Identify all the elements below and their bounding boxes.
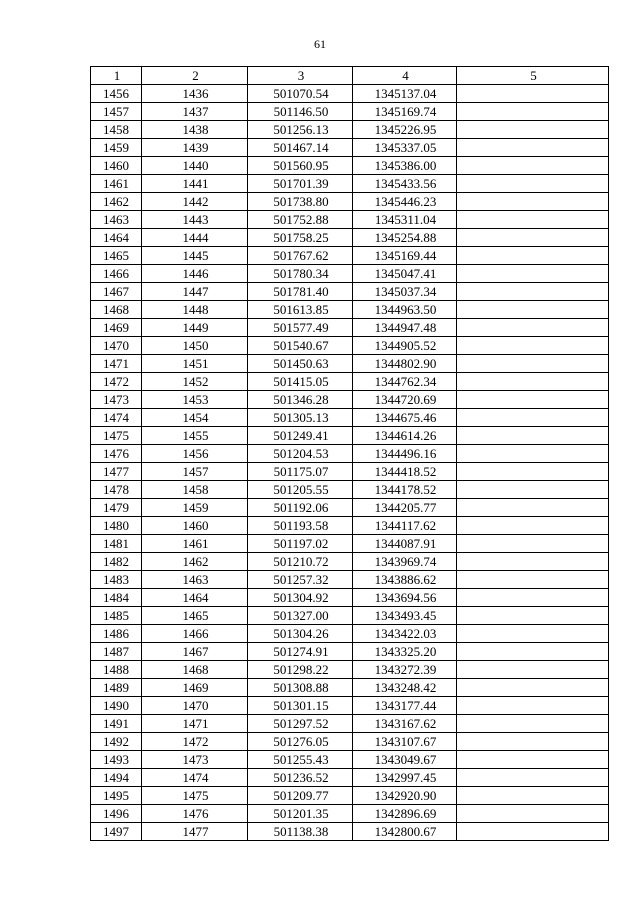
table-cell-col-4: 1343177.44: [353, 697, 457, 715]
table-row: [91, 445, 609, 463]
table-cell-col-1: 1462: [91, 193, 142, 211]
table-cell-col-2: 1476: [142, 805, 248, 823]
table-cell-col-4: 1343248.42: [353, 679, 457, 697]
table-cell-col-2: 1436: [142, 85, 248, 103]
table-cell-col-2: 1455: [142, 427, 248, 445]
table-row: [91, 643, 609, 661]
table-row: [91, 769, 609, 787]
table-cell-col-5: [457, 391, 609, 409]
table-cell-col-2: 1454: [142, 409, 248, 427]
table-cell-col-5: [457, 481, 609, 499]
table-cell-col-4: 1343325.20: [353, 643, 457, 661]
table-cell-col-5: [457, 211, 609, 229]
table-row: [91, 427, 609, 445]
table-cell-col-4: 1342800.67: [353, 823, 457, 841]
table-cell-col-2: 1467: [142, 643, 248, 661]
table-cell-col-3: 501305.13: [248, 409, 353, 427]
table-cell-col-1: 1493: [91, 751, 142, 769]
table-cell-col-4: 1344087.91: [353, 535, 457, 553]
table-row: [91, 697, 609, 715]
table-cell-col-5: [457, 373, 609, 391]
table-cell-col-1: 1495: [91, 787, 142, 805]
table-cell-col-4: 1345169.44: [353, 247, 457, 265]
table-row: [91, 211, 609, 229]
table-cell-col-3: 501415.05: [248, 373, 353, 391]
column-header-3: 3: [248, 67, 353, 85]
table-cell-col-5: [457, 229, 609, 247]
table-cell-col-2: 1456: [142, 445, 248, 463]
table-row: [91, 733, 609, 751]
table-cell-col-2: 1451: [142, 355, 248, 373]
table-cell-col-3: 501256.13: [248, 121, 353, 139]
table-cell-col-1: 1482: [91, 553, 142, 571]
table-cell-col-3: 501577.49: [248, 319, 353, 337]
table-cell-col-4: 1344614.26: [353, 427, 457, 445]
table-cell-col-4: 1344178.52: [353, 481, 457, 499]
table-cell-col-3: 501209.77: [248, 787, 353, 805]
table-cell-col-5: [457, 589, 609, 607]
table-row: [91, 517, 609, 535]
table-cell-col-5: [457, 697, 609, 715]
table-cell-col-3: 501327.00: [248, 607, 353, 625]
table-cell-col-4: 1344496.16: [353, 445, 457, 463]
table-cell-col-4: 1344905.52: [353, 337, 457, 355]
table-cell-col-4: 1344947.48: [353, 319, 457, 337]
table-cell-col-2: 1475: [142, 787, 248, 805]
table-cell-col-5: [457, 715, 609, 733]
table-cell-col-2: 1457: [142, 463, 248, 481]
table-cell-col-4: 1342896.69: [353, 805, 457, 823]
table-row: [91, 751, 609, 769]
table-cell-col-3: 501308.88: [248, 679, 353, 697]
table-cell-col-1: 1478: [91, 481, 142, 499]
table-cell-col-3: 501192.06: [248, 499, 353, 517]
table-row: [91, 337, 609, 355]
table-cell-col-4: 1345047.41: [353, 265, 457, 283]
table-cell-col-1: 1456: [91, 85, 142, 103]
table-row: [91, 391, 609, 409]
table-cell-col-1: 1473: [91, 391, 142, 409]
table-cell-col-2: 1471: [142, 715, 248, 733]
table-cell-col-4: 1342997.45: [353, 769, 457, 787]
table-cell-col-3: 501297.52: [248, 715, 353, 733]
table-cell-col-1: 1465: [91, 247, 142, 265]
table-cell-col-2: 1468: [142, 661, 248, 679]
table-cell-col-3: 501346.28: [248, 391, 353, 409]
table-body: [91, 85, 609, 841]
table-cell-col-3: 501210.72: [248, 553, 353, 571]
table-cell-col-3: 501193.58: [248, 517, 353, 535]
table-cell-col-5: [457, 805, 609, 823]
table-cell-col-5: [457, 661, 609, 679]
table-cell-col-4: 1343422.03: [353, 625, 457, 643]
table-cell-col-2: 1445: [142, 247, 248, 265]
table-cell-col-2: 1472: [142, 733, 248, 751]
table-row: [91, 265, 609, 283]
table-cell-col-2: 1458: [142, 481, 248, 499]
table-cell-col-4: 1343886.62: [353, 571, 457, 589]
table-cell-col-3: 501255.43: [248, 751, 353, 769]
table-cell-col-1: 1497: [91, 823, 142, 841]
table-cell-col-5: [457, 445, 609, 463]
table-row: [91, 85, 609, 103]
table-cell-col-5: [457, 643, 609, 661]
table-cell-col-5: [457, 355, 609, 373]
table-cell-col-4: 1343049.67: [353, 751, 457, 769]
table-cell-col-5: [457, 733, 609, 751]
table-row: [91, 571, 609, 589]
table-cell-col-1: 1479: [91, 499, 142, 517]
table-cell-col-3: 501146.50: [248, 103, 353, 121]
table-cell-col-2: 1438: [142, 121, 248, 139]
table-cell-col-4: 1345037.34: [353, 283, 457, 301]
table-row: [91, 499, 609, 517]
table-cell-col-5: [457, 679, 609, 697]
table-row: [91, 229, 609, 247]
table-row: [91, 193, 609, 211]
table-cell-col-2: 1450: [142, 337, 248, 355]
table-cell-col-3: 501276.05: [248, 733, 353, 751]
table-cell-col-3: 501257.32: [248, 571, 353, 589]
table-cell-col-2: 1473: [142, 751, 248, 769]
coordinates-table: [90, 66, 609, 841]
table-cell-col-5: [457, 571, 609, 589]
table-cell-col-1: 1488: [91, 661, 142, 679]
table-cell-col-5: [457, 517, 609, 535]
table-cell-col-4: 1343493.45: [353, 607, 457, 625]
table-cell-col-5: [457, 247, 609, 265]
table-cell-col-5: [457, 607, 609, 625]
table-cell-col-1: 1472: [91, 373, 142, 391]
table-cell-col-1: 1464: [91, 229, 142, 247]
table-cell-col-3: 501767.62: [248, 247, 353, 265]
table-cell-col-1: 1457: [91, 103, 142, 121]
table-cell-col-2: 1466: [142, 625, 248, 643]
table-cell-col-3: 501752.88: [248, 211, 353, 229]
table-cell-col-3: 501204.53: [248, 445, 353, 463]
table-cell-col-3: 501175.07: [248, 463, 353, 481]
table-cell-col-2: 1443: [142, 211, 248, 229]
table-cell-col-1: 1489: [91, 679, 142, 697]
table-cell-col-3: 501540.67: [248, 337, 353, 355]
table-cell-col-4: 1344762.34: [353, 373, 457, 391]
table-cell-col-4: 1343694.56: [353, 589, 457, 607]
table-cell-col-2: 1449: [142, 319, 248, 337]
table-cell-col-3: 501201.35: [248, 805, 353, 823]
table-row: [91, 805, 609, 823]
table-cell-col-3: 501274.91: [248, 643, 353, 661]
table-cell-col-1: 1468: [91, 301, 142, 319]
table-cell-col-5: [457, 751, 609, 769]
table-cell-col-3: 501450.63: [248, 355, 353, 373]
table-cell-col-2: 1453: [142, 391, 248, 409]
table-cell-col-4: 1342920.90: [353, 787, 457, 805]
table-cell-col-5: [457, 823, 609, 841]
table-cell-col-1: 1466: [91, 265, 142, 283]
page-number: 61: [314, 37, 326, 51]
table-row: [91, 103, 609, 121]
table-cell-col-1: 1491: [91, 715, 142, 733]
table-cell-col-5: [457, 319, 609, 337]
table-cell-col-2: 1441: [142, 175, 248, 193]
table-cell-col-3: 501298.22: [248, 661, 353, 679]
table-cell-col-2: 1459: [142, 499, 248, 517]
table-cell-col-4: 1345433.56: [353, 175, 457, 193]
table-cell-col-1: 1463: [91, 211, 142, 229]
table-row: [91, 823, 609, 841]
table-cell-col-4: 1344963.50: [353, 301, 457, 319]
table-cell-col-1: 1459: [91, 139, 142, 157]
table-row: [91, 553, 609, 571]
table-row: [91, 319, 609, 337]
table-cell-col-1: 1458: [91, 121, 142, 139]
table-cell-col-2: 1462: [142, 553, 248, 571]
table-row: [91, 409, 609, 427]
table-row: [91, 661, 609, 679]
table-cell-col-1: 1475: [91, 427, 142, 445]
table-cell-col-4: 1344720.69: [353, 391, 457, 409]
table-cell-col-2: 1446: [142, 265, 248, 283]
table-cell-col-5: [457, 157, 609, 175]
table-cell-col-1: 1494: [91, 769, 142, 787]
table-cell-col-2: 1463: [142, 571, 248, 589]
table-cell-col-5: [457, 553, 609, 571]
column-header-5: 5: [457, 67, 609, 85]
table-cell-col-2: 1465: [142, 607, 248, 625]
table-cell-col-5: [457, 283, 609, 301]
table-cell-col-3: 501780.34: [248, 265, 353, 283]
table-cell-col-3: 501758.25: [248, 229, 353, 247]
table-cell-col-4: 1345337.05: [353, 139, 457, 157]
table-cell-col-4: 1344802.90: [353, 355, 457, 373]
table-row: [91, 175, 609, 193]
table-cell-col-4: 1345446.23: [353, 193, 457, 211]
table-cell-col-4: 1343107.67: [353, 733, 457, 751]
table-cell-col-1: 1485: [91, 607, 142, 625]
table-cell-col-3: 501301.15: [248, 697, 353, 715]
table-cell-col-5: [457, 463, 609, 481]
table-cell-col-2: 1437: [142, 103, 248, 121]
table-row: [91, 247, 609, 265]
table-row: [91, 625, 609, 643]
table-cell-col-3: 501070.54: [248, 85, 353, 103]
table-cell-col-1: 1492: [91, 733, 142, 751]
table-cell-col-3: 501701.39: [248, 175, 353, 193]
column-header-2: 2: [142, 67, 248, 85]
table-cell-col-5: [457, 265, 609, 283]
table-cell-col-1: 1461: [91, 175, 142, 193]
table-row: [91, 355, 609, 373]
table-cell-col-3: 501236.52: [248, 769, 353, 787]
header-row: [91, 67, 609, 85]
table-cell-col-1: 1470: [91, 337, 142, 355]
table-row: [91, 463, 609, 481]
table-cell-col-4: 1345226.95: [353, 121, 457, 139]
table-cell-col-3: 501560.95: [248, 157, 353, 175]
table-cell-col-5: [457, 301, 609, 319]
table-cell-col-3: 501467.14: [248, 139, 353, 157]
table-row: [91, 715, 609, 733]
table-cell-col-4: 1344675.46: [353, 409, 457, 427]
table-cell-col-4: 1344418.52: [353, 463, 457, 481]
table-cell-col-5: [457, 103, 609, 121]
table-cell-col-5: [457, 175, 609, 193]
table-cell-col-4: 1345386.00: [353, 157, 457, 175]
table-cell-col-2: 1448: [142, 301, 248, 319]
table-row: [91, 157, 609, 175]
table-cell-col-2: 1470: [142, 697, 248, 715]
table-cell-col-2: 1461: [142, 535, 248, 553]
table-cell-col-3: 501138.38: [248, 823, 353, 841]
table-cell-col-4: 1345254.88: [353, 229, 457, 247]
table-row: [91, 589, 609, 607]
column-header-1: 1: [91, 67, 142, 85]
table-cell-col-2: 1452: [142, 373, 248, 391]
table-cell-col-4: 1343272.39: [353, 661, 457, 679]
table-cell-col-1: 1469: [91, 319, 142, 337]
table-cell-col-2: 1440: [142, 157, 248, 175]
table-cell-col-5: [457, 769, 609, 787]
table-cell-col-5: [457, 121, 609, 139]
table-cell-col-1: 1490: [91, 697, 142, 715]
table-cell-col-3: 501205.55: [248, 481, 353, 499]
table-cell-col-1: 1484: [91, 589, 142, 607]
table-cell-col-5: [457, 499, 609, 517]
table-row: [91, 679, 609, 697]
table-cell-col-5: [457, 337, 609, 355]
table-cell-col-4: 1344117.62: [353, 517, 457, 535]
table-cell-col-1: 1487: [91, 643, 142, 661]
table-cell-col-1: 1474: [91, 409, 142, 427]
table-cell-col-3: 501613.85: [248, 301, 353, 319]
table-cell-col-5: [457, 409, 609, 427]
table-row: [91, 787, 609, 805]
table-row: [91, 607, 609, 625]
table-cell-col-3: 501738.80: [248, 193, 353, 211]
column-header-4: 4: [353, 67, 457, 85]
table-cell-col-1: 1486: [91, 625, 142, 643]
table-cell-col-2: 1464: [142, 589, 248, 607]
table-cell-col-4: 1345137.04: [353, 85, 457, 103]
table-header: [91, 67, 609, 85]
table-cell-col-2: 1474: [142, 769, 248, 787]
table-cell-col-1: 1496: [91, 805, 142, 823]
table-row: [91, 121, 609, 139]
table-cell-col-5: [457, 625, 609, 643]
table-cell-col-2: 1469: [142, 679, 248, 697]
table-cell-col-5: [457, 427, 609, 445]
table-cell-col-1: 1481: [91, 535, 142, 553]
table-cell-col-4: 1344205.77: [353, 499, 457, 517]
table-cell-col-5: [457, 139, 609, 157]
table-cell-col-1: 1471: [91, 355, 142, 373]
table-row: [91, 301, 609, 319]
table-row: [91, 481, 609, 499]
table-cell-col-2: 1460: [142, 517, 248, 535]
table-cell-col-4: 1343969.74: [353, 553, 457, 571]
table-row: [91, 535, 609, 553]
table-cell-col-1: 1460: [91, 157, 142, 175]
table-cell-col-4: 1345311.04: [353, 211, 457, 229]
table-cell-col-1: 1480: [91, 517, 142, 535]
table-cell-col-1: 1476: [91, 445, 142, 463]
table-cell-col-1: 1483: [91, 571, 142, 589]
table-cell-col-4: 1343167.62: [353, 715, 457, 733]
table-cell-col-3: 501304.26: [248, 625, 353, 643]
table-cell-col-1: 1477: [91, 463, 142, 481]
table-cell-col-2: 1477: [142, 823, 248, 841]
table-cell-col-3: 501249.41: [248, 427, 353, 445]
table-cell-col-3: 501197.02: [248, 535, 353, 553]
table-cell-col-5: [457, 787, 609, 805]
table-cell-col-1: 1467: [91, 283, 142, 301]
table-row: [91, 373, 609, 391]
table-cell-col-3: 501781.40: [248, 283, 353, 301]
table-cell-col-5: [457, 193, 609, 211]
table-cell-col-2: 1442: [142, 193, 248, 211]
table-cell-col-2: 1439: [142, 139, 248, 157]
table-row: [91, 139, 609, 157]
table-cell-col-4: 1345169.74: [353, 103, 457, 121]
table-cell-col-5: [457, 535, 609, 553]
table-cell-col-3: 501304.92: [248, 589, 353, 607]
table-cell-col-2: 1447: [142, 283, 248, 301]
table-cell-col-5: [457, 85, 609, 103]
table-row: [91, 283, 609, 301]
table-cell-col-2: 1444: [142, 229, 248, 247]
